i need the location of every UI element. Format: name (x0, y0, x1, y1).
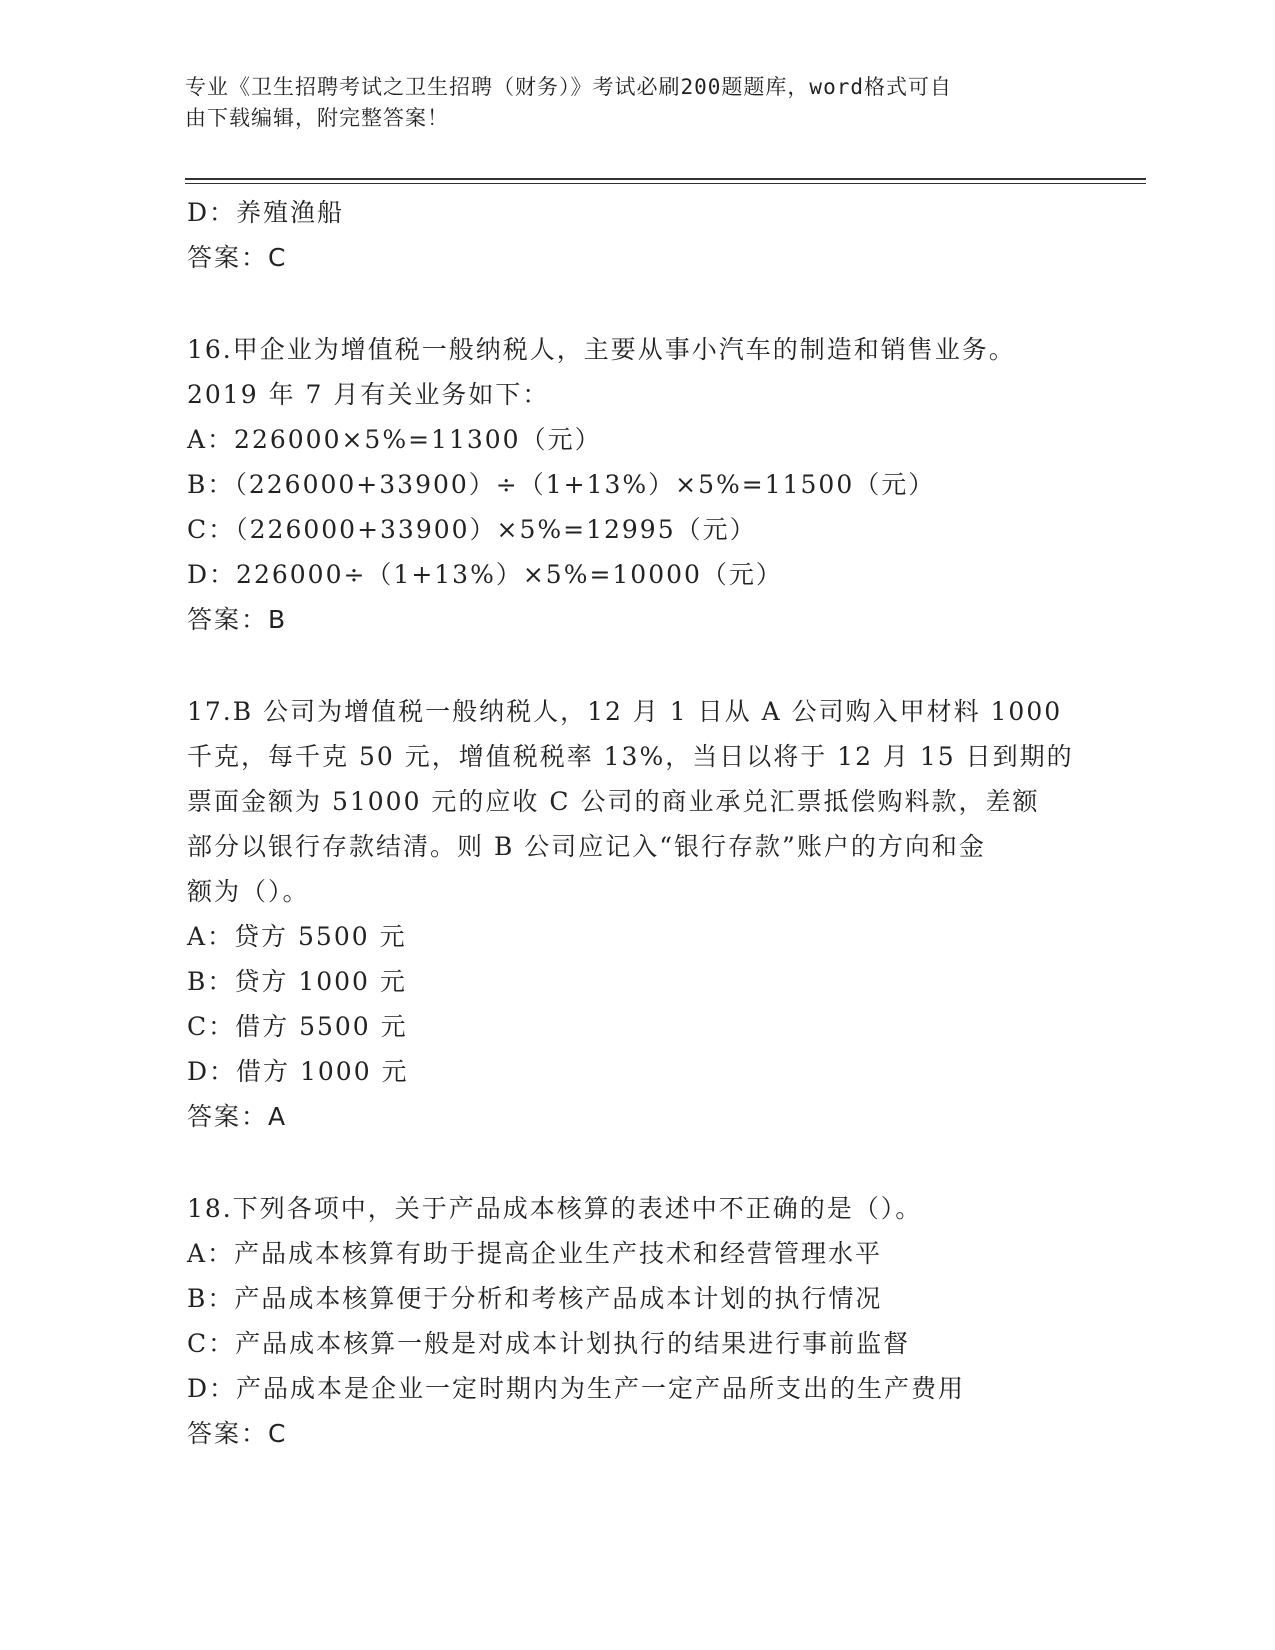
q18-option-b: B：产品成本核算便于分析和考核产品成本计划的执行情况 (187, 1284, 883, 1313)
q17-stem-line: 17.B 公司为增值税一般纳税人，12 月 1 日从 A 公司购入甲材料 1000 (187, 697, 1063, 726)
header-line-2: 由下载编辑，附完整答案！ (185, 106, 449, 130)
question-17 (187, 689, 1087, 1139)
header-divider-thin (185, 183, 1146, 184)
q17-stem-line: 票面金额为 51000 元的应收 C 公司的商业承兑汇票抵偿购料款，差额 (187, 787, 1040, 816)
q18-option-c: C：产品成本核算一般是对成本计划执行的结果进行事前监督 (187, 1329, 911, 1358)
page-header (185, 72, 1065, 134)
q17-option-a: A：贷方 5500 元 (187, 922, 407, 951)
question-18 (187, 1186, 1087, 1456)
q16-answer: 答案：B (187, 605, 288, 634)
q17-option-c: C：借方 5500 元 (187, 1012, 408, 1041)
q16-option-a: A：226000×5%=11300（元） (187, 425, 602, 454)
prev-answer: 答案：C (187, 243, 288, 272)
header-divider (185, 178, 1146, 180)
spacer (187, 642, 1087, 689)
q18-option-a: A：产品成本核算有助于提高企业生产技术和经营管理水平 (187, 1239, 883, 1268)
q18-stem-line: 18.下列各项中，关于产品成本核算的表述中不正确的是（）。 (187, 1194, 923, 1223)
q17-stem-line: 千克，每千克 50 元，增值税税率 13%，当日以将于 12 月 15 日到期的 (187, 742, 1074, 771)
question-content (187, 190, 1087, 1456)
question-16 (187, 327, 1087, 642)
q16-option-d: D：226000÷（1+13%）×5%=10000（元） (187, 560, 783, 589)
q16-stem-line: 2019 年 7 月有关业务如下： (187, 380, 550, 409)
prev-option-d: D：养殖渔船 (187, 198, 345, 227)
q16-option-b: B：（226000+33900）÷（1+13%）×5%=11500（元） (187, 470, 936, 499)
q17-option-b: B：贷方 1000 元 (187, 967, 407, 996)
q16-stem-line: 16.甲企业为增值税一般纳税人，主要从事小汽车的制造和销售业务。 (187, 335, 1016, 364)
spacer (187, 1139, 1087, 1186)
q18-answer: 答案：C (187, 1419, 288, 1448)
q17-answer: 答案：A (187, 1102, 288, 1131)
q17-option-d: D：借方 1000 元 (187, 1057, 409, 1086)
q17-stem-line: 额为（）。 (187, 877, 310, 906)
q17-stem-line: 部分以银行存款结清。则 B 公司应记入“银行存款”账户的方向和金 (187, 832, 986, 861)
q18-option-d: D：产品成本是企业一定时期内为生产一定产品所支出的生产费用 (187, 1374, 966, 1403)
header-line-1: 专业《卫生招聘考试之卫生招聘（财务）》考试必刷200题题库，word格式可自 (185, 75, 952, 99)
q16-option-c: C：（226000+33900）×5%=12995（元） (187, 515, 757, 544)
spacer (187, 280, 1087, 327)
